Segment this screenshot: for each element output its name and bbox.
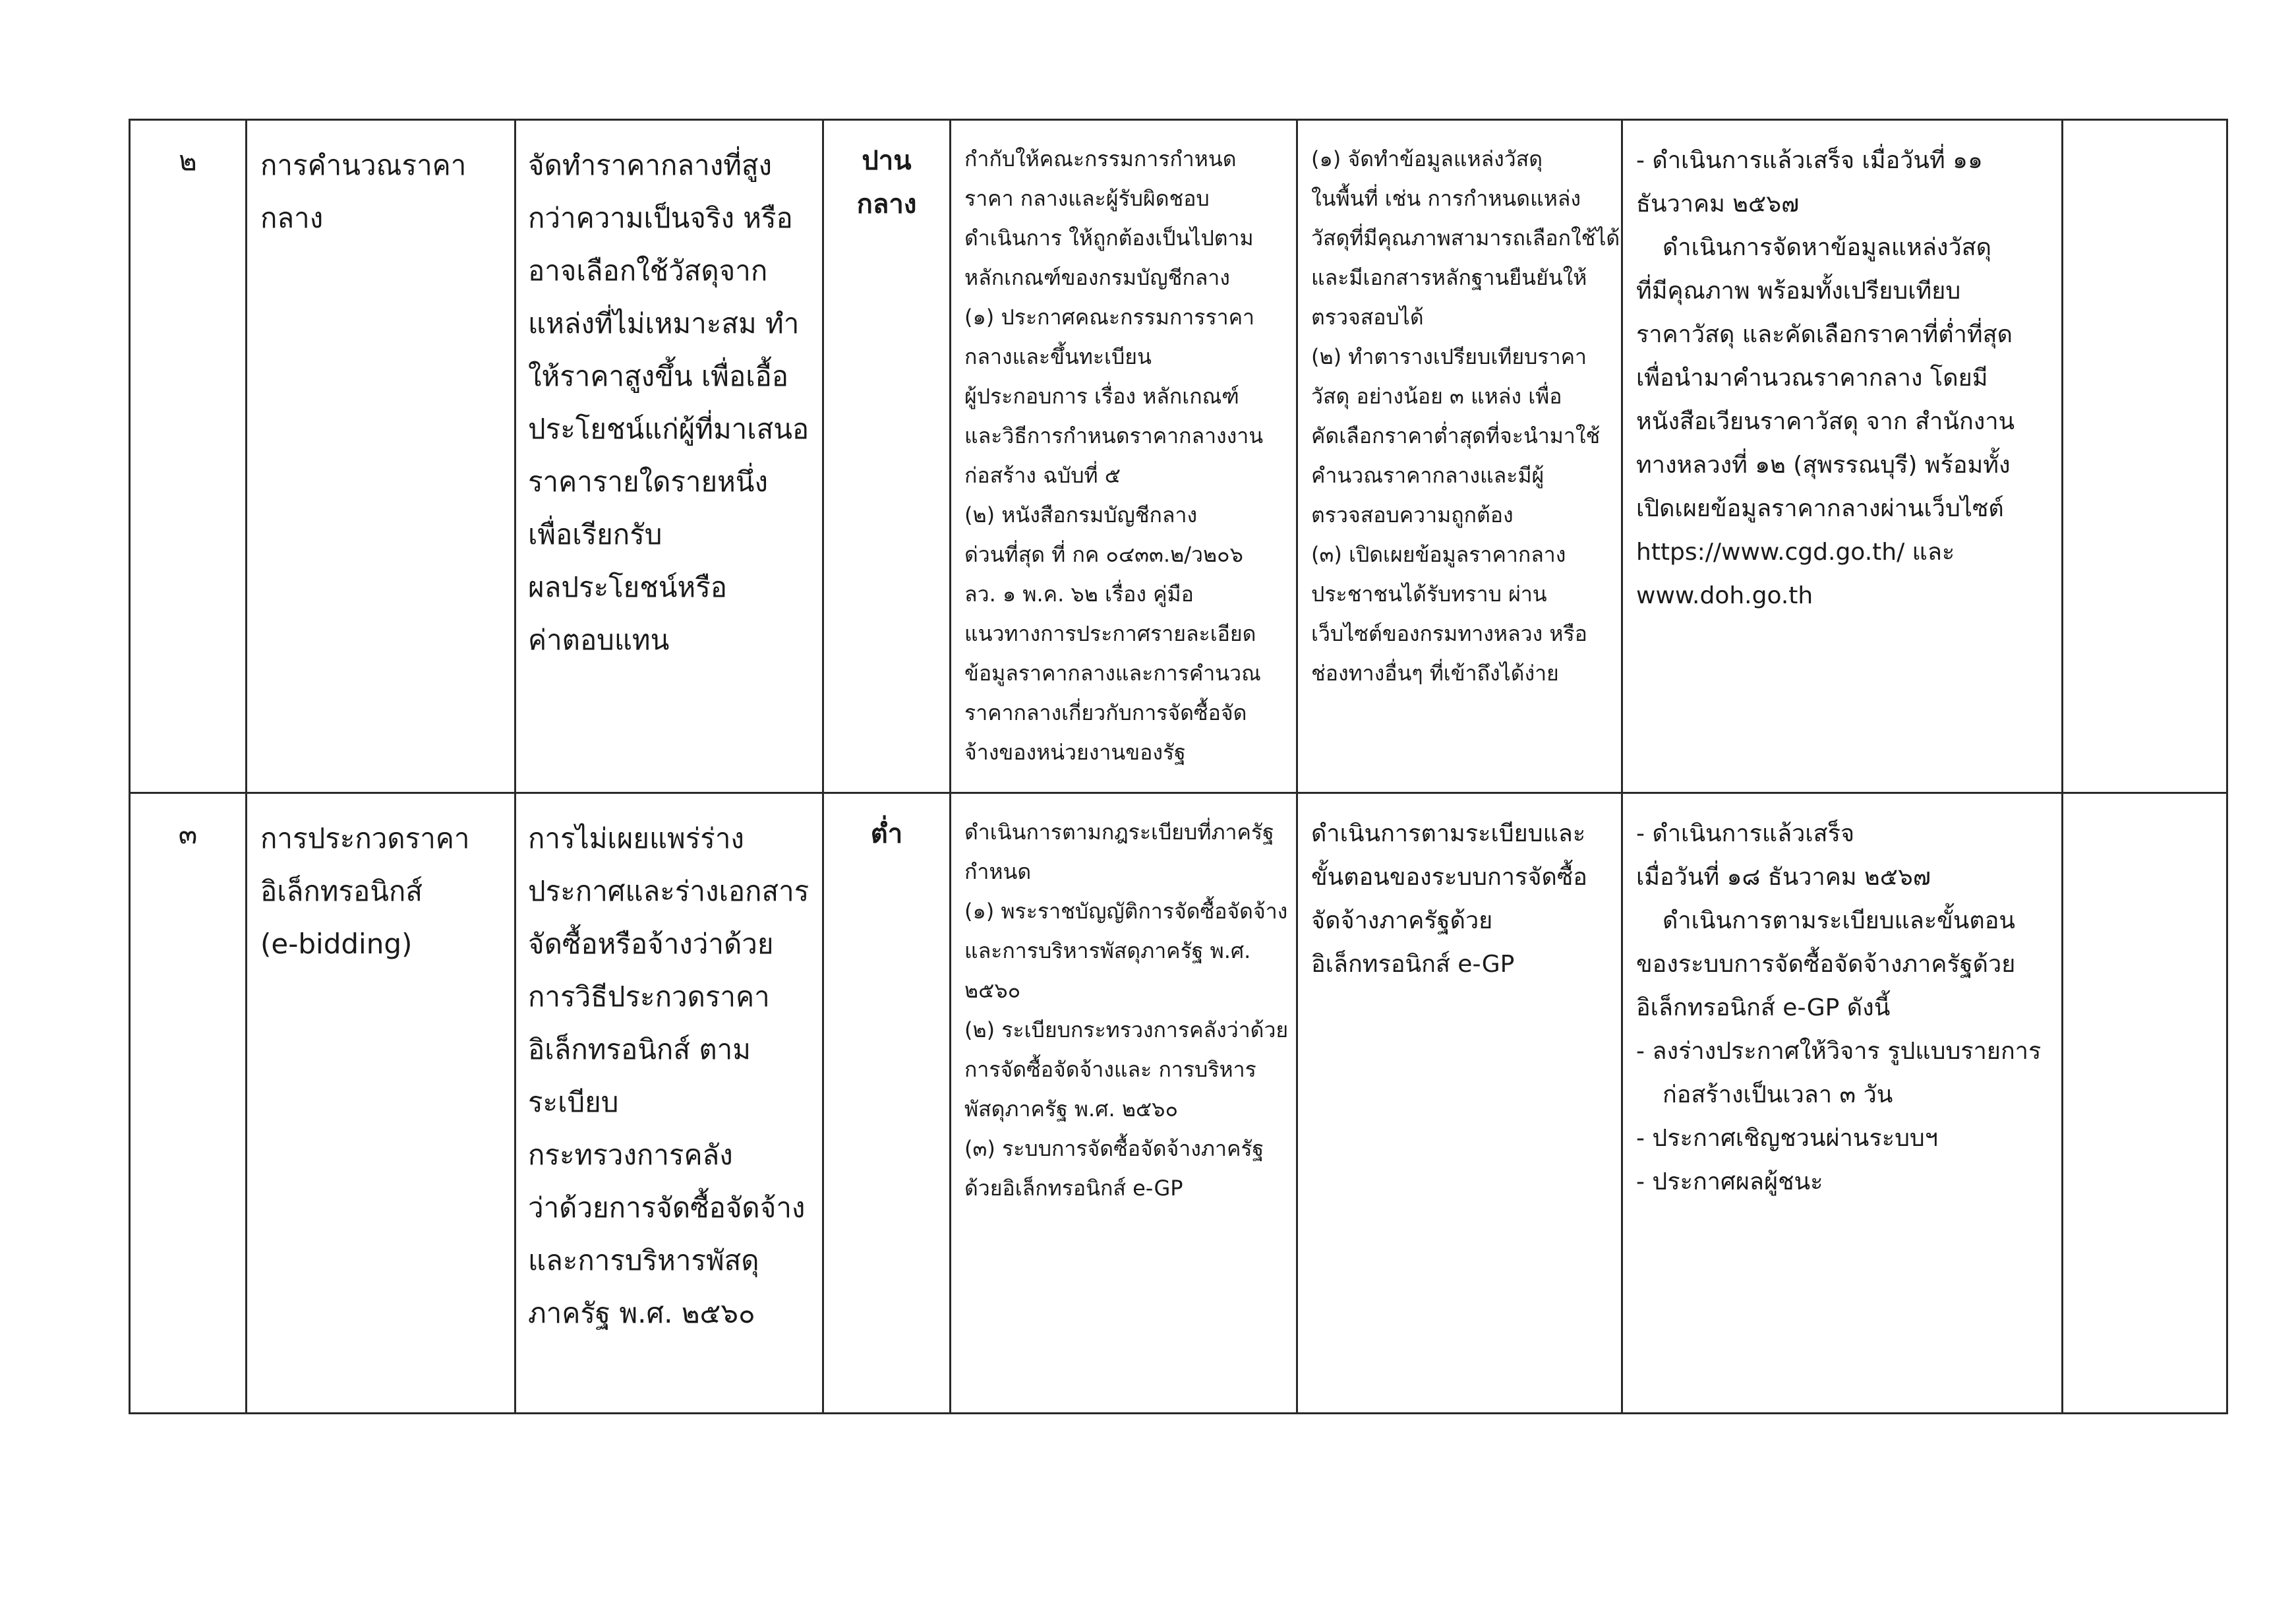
row-number: ๓ — [130, 793, 247, 1414]
risk-level-cell: ต่ำ — [823, 793, 951, 1414]
measure-cell: (๑) จัดทำข้อมูลแหล่งวัสดุ ในพื้นที่ เช่น การกำหนดแหล่ง วัสดุที่มีคุณภาพสามารถเลือกใช้ได้ และมีเอกสารหลักฐานยืนยันให้ ตรวจสอบได้ (๒) ทำตารางเปรียบเทียบราคา วัสดุ อย่างน้อย ๓ แหล่ง เพื่อ คัดเลือกราคาต่ำสุดที่จะนำมาใช้ คำนวณราคากลางและมีผู้ ตรวจสอบความถูกต้อง (๓) เปิดเผยข้อมูลราคากลาง ประชาชนได้รับทราบ ผ่าน เว็บไซต์ของกรมทางหลวง หรือ ช่องทางอื่นๆ ที่เข้าถึงได้ง่าย — [1297, 120, 1622, 793]
risk-cell: การไม่เผยแพร่ร่าง ประกาศและร่างเอกสาร จัดซื้อหรือจ้างว่าด้วย การวิธีประกวดราคา อิเล็กทรอนิกส์ ตาม ระเบียบ กระทรวงการคลัง ว่าด้วยการจัดซื้อจัดจ้าง และการบริหารพัสดุ ภาครัฐ พ.ศ. ๒๕๖๐ — [515, 793, 823, 1414]
remark-cell — [2063, 793, 2227, 1414]
control-cell: ดำเนินการตามกฎระเบียบที่ภาครัฐ กำหนด (๑) พระราชบัญญัติการจัดซื้อจัดจ้าง และการบริหารพัสดุภาครัฐ พ.ศ. ๒๕๖๐ (๒) ระเบียบกระทรวงการคลังว่าด้วย การจัดซื้อจัดจ้างและ การบริหาร พัสดุภาครัฐ พ.ศ. ๒๕๖๐ (๓) ระบบการจัดซื้อจัดจ้างภาครัฐ ด้วยอิเล็กทรอนิกส์ e-GP — [951, 793, 1297, 1414]
risk-cell: จัดทำราคากลางที่สูง กว่าความเป็นจริง หรือ อาจเลือกใช้วัสดุจาก แหล่งที่ไม่เหมาะสม ทำ ให้ราคาสูงขึ้น เพื่อเอื้อ ประโยชน์แก่ผู้ที่มาเสนอ ราคารายใดรายหนึ่ง เพื่อเรียกรับ ผลประโยชน์หรือ ค่าตอบแทน — [515, 120, 823, 793]
table-row — [130, 120, 2227, 793]
result-cell: - ดำเนินการแล้วเสร็จ เมื่อวันที่ ๑๘ ธันวาคม ๒๕๖๗ ดำเนินการตามระเบียบและขั้นตอน ของระบบการจัดซื้อจัดจ้างภาครัฐด้วย อิเล็กทรอนิกส์ e-GP ดังนี้ - ลงร่างประกาศให้วิจาร รูปแบบรายการ ก่อสร้างเป็นเวลา ๓ วัน - ประกาศเชิญชวนผ่านระบบฯ - ประกาศผลผู้ชนะ — [1622, 793, 2063, 1414]
risk-table — [129, 119, 2228, 1414]
measure-cell: ดำเนินการตามระเบียบและ ขั้นตอนของระบบการจัดซื้อ จัดจ้างภาครัฐด้วย อิเล็กทรอนิกส์ e-GP — [1297, 793, 1622, 1414]
row-number: ๒ — [130, 120, 247, 793]
result-cell: - ดำเนินการแล้วเสร็จ เมื่อวันที่ ๑๑ ธันวาคม ๒๕๖๗ ดำเนินการจัดหาข้อมูลแหล่งวัสดุ ที่มีคุณภาพ พร้อมทั้งเปรียบเทียบ ราคาวัสดุ และคัดเลือกราคาที่ต่ำที่สุด เพื่อนำมาคำนวณราคากลาง โดยมี หนังสือเวียนราคาวัสดุ จาก สำนักงาน ทางหลวงที่ ๑๒ (สุพรรณบุรี) พร้อมทั้ง เปิดเผยข้อมูลราคากลางผ่านเว็บไซต์ https://www.cgd.go.th/ และ www.doh.go.th — [1622, 120, 2063, 793]
risk-level-cell: ปาน กลาง — [823, 120, 951, 793]
control-cell: กำกับให้คณะกรรมการกำหนด ราคา กลางและผู้รับผิดชอบ ดำเนินการ ให้ถูกต้องเป็นไปตาม หลักเกณฑ์ของกรมบัญชีกลาง (๑) ประกาศคณะกรรมการราคา กลางและขึ้นทะเบียน ผู้ประกอบการ เรื่อง หลักเกณฑ์ และวิธีการกำหนดราคากลางงาน ก่อสร้าง ฉบับที่ ๕ (๒) หนังสือกรมบัญชีกลาง ด่วนที่สุด ที่ กค ๐๔๓๓.๒/ว๒๐๖ ลว. ๑ พ.ค. ๖๒ เรื่อง คู่มือ แนวทางการประกาศรายละเอียด ข้อมูลราคากลางและการคำนวณ ราคากลางเกี่ยวกับการจัดซื้อจัด จ้างของหน่วยงานของรัฐ — [951, 120, 1297, 793]
process-cell: การประกวดราคา อิเล็กทรอนิกส์ (e-bidding) — [247, 793, 515, 1414]
remark-cell — [2063, 120, 2227, 793]
table-row — [130, 793, 2227, 1414]
process-cell: การคำนวณราคา กลาง — [247, 120, 515, 793]
